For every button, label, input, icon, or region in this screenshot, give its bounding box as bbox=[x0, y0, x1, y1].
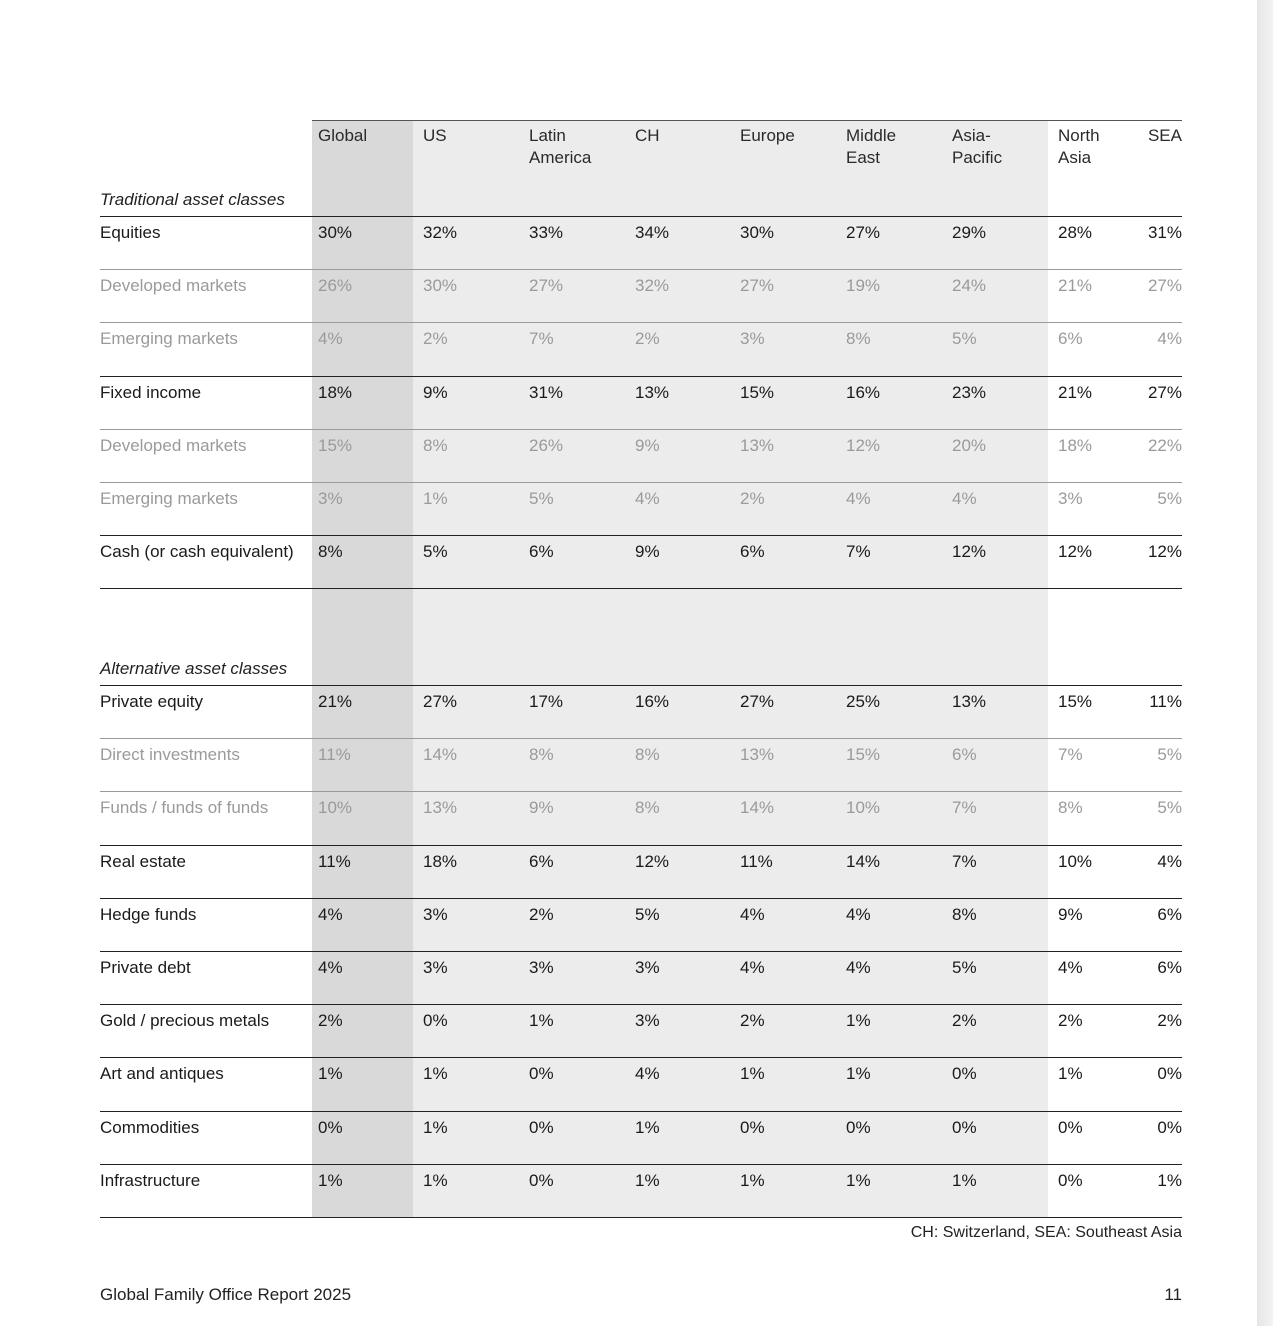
value-cell: 11% bbox=[318, 745, 351, 765]
value-cell: 29% bbox=[952, 223, 987, 242]
value-cell: 13% bbox=[952, 692, 987, 711]
value-cell: 3% bbox=[635, 958, 660, 977]
value-cell: 2% bbox=[635, 329, 660, 349]
row-label: Direct investments bbox=[100, 745, 240, 765]
value-cell: 0% bbox=[529, 1064, 554, 1084]
value-cell: 3% bbox=[740, 329, 765, 349]
row-divider bbox=[100, 535, 1182, 536]
value-cell: 3% bbox=[423, 904, 448, 924]
value-cell: 1% bbox=[846, 1064, 871, 1084]
row-label: Funds / funds of funds bbox=[100, 798, 269, 818]
value-cell: 27% bbox=[529, 276, 564, 296]
value-cell: 4% bbox=[318, 958, 343, 977]
value-cell: 5% bbox=[952, 958, 977, 977]
value-cell: 1% bbox=[1058, 1064, 1083, 1084]
row-divider bbox=[100, 845, 1182, 846]
row-divider bbox=[100, 216, 1182, 217]
value-cell: 4% bbox=[635, 489, 660, 508]
value-cell: 2% bbox=[423, 329, 448, 349]
value-cell: 14% bbox=[740, 798, 775, 818]
row-label: Gold / precious metals bbox=[100, 1011, 270, 1031]
value-cell: 4% bbox=[318, 329, 343, 349]
row-label: Developed markets bbox=[100, 435, 247, 455]
value-cell: 7% bbox=[952, 851, 977, 871]
value-cell: 0% bbox=[423, 1011, 448, 1031]
value-cell: 3% bbox=[529, 958, 554, 977]
value-cell: 3% bbox=[1058, 489, 1083, 508]
value-cell: 8% bbox=[635, 745, 660, 765]
value-cell: 4% bbox=[1157, 329, 1182, 349]
value-cell: 1% bbox=[318, 1064, 343, 1084]
value-cell: 9% bbox=[1058, 904, 1083, 924]
value-cell: 6% bbox=[1157, 958, 1182, 977]
value-cell: 6% bbox=[740, 542, 765, 562]
value-cell: 6% bbox=[529, 851, 554, 871]
value-cell: 5% bbox=[1157, 489, 1182, 508]
value-cell: 30% bbox=[740, 223, 775, 242]
row-label: Private equity bbox=[100, 692, 203, 711]
column-header: Latin America bbox=[529, 126, 592, 167]
value-cell: 4% bbox=[952, 489, 977, 508]
value-cell: 30% bbox=[318, 223, 353, 242]
row-divider bbox=[100, 738, 1182, 739]
value-cell: 31% bbox=[1147, 223, 1182, 242]
value-cell: 21% bbox=[318, 692, 353, 711]
value-cell: 0% bbox=[952, 1064, 977, 1084]
value-cell: 2% bbox=[952, 1011, 977, 1031]
value-cell: 33% bbox=[529, 223, 564, 242]
value-cell: 8% bbox=[423, 435, 448, 455]
value-cell: 27% bbox=[423, 692, 458, 711]
value-cell: 5% bbox=[1157, 798, 1182, 818]
value-cell: 1% bbox=[423, 1170, 448, 1190]
value-cell: 1% bbox=[846, 1170, 871, 1190]
value-cell: 26% bbox=[318, 276, 353, 296]
value-cell: 0% bbox=[529, 1117, 554, 1137]
value-cell: 4% bbox=[318, 904, 343, 924]
value-cell: 8% bbox=[529, 745, 554, 765]
value-cell: 15% bbox=[318, 435, 353, 455]
column-header: Middle East bbox=[846, 126, 897, 167]
value-cell: 16% bbox=[635, 692, 670, 711]
row-divider bbox=[100, 1057, 1182, 1058]
value-cell: 12% bbox=[952, 542, 987, 562]
section-bottom-rule bbox=[100, 588, 1182, 589]
value-cell: 8% bbox=[318, 542, 343, 562]
value-cell: 14% bbox=[423, 745, 458, 765]
row-divider bbox=[100, 898, 1182, 899]
row-label: Private debt bbox=[100, 958, 191, 977]
section-title: Alternative asset classes bbox=[100, 659, 288, 678]
value-cell: 14% bbox=[846, 851, 881, 871]
value-cell: 28% bbox=[1058, 223, 1093, 242]
value-cell: 1% bbox=[423, 489, 448, 508]
value-cell: 10% bbox=[846, 798, 881, 818]
column-header: CH bbox=[635, 126, 660, 145]
value-cell: 0% bbox=[1058, 1170, 1083, 1190]
value-cell: 12% bbox=[1058, 542, 1093, 562]
value-cell: 4% bbox=[846, 489, 871, 508]
value-cell: 0% bbox=[846, 1117, 871, 1137]
value-cell: 2% bbox=[318, 1011, 343, 1031]
column-header: US bbox=[423, 126, 447, 145]
value-cell: 7% bbox=[846, 542, 871, 562]
value-cell: 2% bbox=[740, 489, 765, 508]
value-cell: 20% bbox=[952, 435, 987, 455]
value-cell: 5% bbox=[952, 329, 977, 349]
value-cell: 30% bbox=[423, 276, 458, 296]
value-cell: 4% bbox=[846, 904, 871, 924]
value-cell: 13% bbox=[740, 745, 775, 765]
value-cell: 26% bbox=[529, 435, 564, 455]
row-label: Emerging markets bbox=[100, 489, 238, 508]
value-cell: 1% bbox=[740, 1170, 765, 1190]
value-cell: 1% bbox=[423, 1064, 448, 1084]
value-cell: 31% bbox=[529, 382, 564, 402]
value-cell: 0% bbox=[1157, 1064, 1182, 1084]
column-header: Asia- Pacific bbox=[952, 126, 1003, 167]
value-cell: 8% bbox=[846, 329, 871, 349]
row-divider bbox=[100, 1164, 1182, 1165]
row-label: Hedge funds bbox=[100, 904, 197, 924]
row-label: Real estate bbox=[100, 851, 186, 871]
value-cell: 2% bbox=[1157, 1011, 1182, 1031]
footer-report-title: Global Family Office Report 2025 bbox=[100, 1285, 352, 1304]
row-divider bbox=[100, 685, 1182, 686]
value-cell: 22% bbox=[1147, 435, 1182, 455]
row-divider bbox=[100, 376, 1182, 377]
value-cell: 18% bbox=[318, 382, 353, 402]
page-number: 11 bbox=[1164, 1285, 1182, 1304]
value-cell: 6% bbox=[1058, 329, 1083, 349]
page-edge-shadow bbox=[1257, 0, 1273, 1326]
value-cell: 1% bbox=[318, 1170, 343, 1190]
value-cell: 6% bbox=[529, 542, 554, 562]
column-header: Europe bbox=[740, 126, 795, 145]
row-label: Equities bbox=[100, 223, 161, 242]
value-cell: 11% bbox=[1149, 692, 1182, 711]
value-cell: 13% bbox=[423, 798, 458, 818]
value-cell: 12% bbox=[635, 851, 670, 871]
value-cell: 4% bbox=[740, 958, 765, 977]
row-label: Art and antiques bbox=[100, 1064, 224, 1084]
value-cell: 8% bbox=[635, 798, 660, 818]
value-cell: 27% bbox=[740, 276, 775, 296]
value-cell: 1% bbox=[529, 1011, 554, 1031]
value-cell: 0% bbox=[529, 1170, 554, 1190]
row-label: Emerging markets bbox=[100, 329, 238, 349]
value-cell: 2% bbox=[1058, 1011, 1083, 1031]
value-cell: 1% bbox=[952, 1170, 977, 1190]
value-cell: 16% bbox=[846, 382, 881, 402]
value-cell: 12% bbox=[846, 435, 881, 455]
value-cell: 2% bbox=[529, 904, 554, 924]
section-bottom-rule bbox=[100, 1217, 1182, 1218]
row-label: Developed markets bbox=[100, 276, 247, 296]
value-cell: 8% bbox=[1058, 798, 1083, 818]
value-cell: 4% bbox=[1157, 851, 1182, 871]
value-cell: 18% bbox=[423, 851, 458, 871]
row-divider bbox=[100, 1004, 1182, 1005]
value-cell: 19% bbox=[846, 276, 881, 296]
value-cell: 34% bbox=[635, 223, 670, 242]
value-cell: 3% bbox=[635, 1011, 660, 1031]
value-cell: 15% bbox=[846, 745, 881, 765]
abbreviation-note: CH: Switzerland, SEA: Southeast Asia bbox=[910, 1224, 1182, 1241]
value-cell: 5% bbox=[1157, 745, 1182, 765]
value-cell: 10% bbox=[1058, 851, 1093, 871]
value-cell: 5% bbox=[635, 904, 660, 924]
value-cell: 5% bbox=[529, 489, 554, 508]
value-cell: 11% bbox=[318, 851, 351, 871]
value-cell: 12% bbox=[1147, 542, 1182, 562]
value-cell: 3% bbox=[318, 489, 343, 508]
row-label: Fixed income bbox=[100, 382, 202, 402]
value-cell: 32% bbox=[423, 223, 458, 242]
value-cell: 7% bbox=[529, 329, 554, 349]
value-cell: 1% bbox=[740, 1064, 765, 1084]
value-cell: 23% bbox=[952, 382, 987, 402]
value-cell: 4% bbox=[846, 958, 871, 977]
column-header: North Asia bbox=[1058, 126, 1100, 167]
row-divider bbox=[100, 1111, 1182, 1112]
value-cell: 4% bbox=[635, 1064, 660, 1084]
value-cell: 0% bbox=[1157, 1117, 1182, 1137]
value-cell: 25% bbox=[846, 692, 881, 711]
value-cell: 10% bbox=[318, 798, 353, 818]
value-cell: 6% bbox=[1157, 904, 1182, 924]
value-cell: 15% bbox=[1058, 692, 1093, 711]
value-cell: 13% bbox=[740, 435, 775, 455]
value-cell: 9% bbox=[423, 382, 448, 402]
row-label: Infrastructure bbox=[100, 1170, 201, 1190]
value-cell: 4% bbox=[740, 904, 765, 924]
value-cell: 18% bbox=[1058, 435, 1093, 455]
value-cell: 0% bbox=[1058, 1117, 1083, 1137]
row-label: Cash (or cash equivalent) bbox=[100, 542, 294, 562]
value-cell: 11% bbox=[740, 851, 773, 871]
row-label: Commodities bbox=[100, 1117, 200, 1137]
value-cell: 2% bbox=[740, 1011, 765, 1031]
value-cell: 27% bbox=[1147, 382, 1182, 402]
value-cell: 9% bbox=[635, 435, 660, 455]
value-cell: 8% bbox=[952, 904, 977, 924]
value-cell: 27% bbox=[846, 223, 881, 242]
value-cell: 4% bbox=[1058, 958, 1083, 977]
row-divider bbox=[100, 322, 1182, 323]
row-divider bbox=[100, 482, 1182, 483]
section-title: Traditional asset classes bbox=[100, 190, 285, 209]
column-header: Global bbox=[318, 126, 368, 145]
row-divider bbox=[100, 951, 1182, 952]
row-divider bbox=[100, 269, 1182, 270]
value-cell: 6% bbox=[952, 745, 977, 765]
value-cell: 9% bbox=[635, 542, 660, 562]
value-cell: 13% bbox=[635, 382, 670, 402]
value-cell: 32% bbox=[635, 276, 670, 296]
value-cell: 9% bbox=[529, 798, 554, 818]
value-cell: 27% bbox=[740, 692, 775, 711]
value-cell: 21% bbox=[1058, 276, 1093, 296]
value-cell: 0% bbox=[952, 1117, 977, 1137]
value-cell: 1% bbox=[1157, 1170, 1182, 1190]
value-cell: 5% bbox=[423, 542, 448, 562]
value-cell: 0% bbox=[318, 1117, 343, 1137]
value-cell: 7% bbox=[1058, 745, 1083, 765]
column-header: SEA bbox=[1147, 126, 1182, 145]
row-divider bbox=[100, 791, 1182, 792]
value-cell: 1% bbox=[846, 1011, 871, 1031]
value-cell: 1% bbox=[635, 1117, 660, 1137]
value-cell: 0% bbox=[740, 1117, 765, 1137]
value-cell: 1% bbox=[635, 1170, 660, 1190]
value-cell: 3% bbox=[423, 958, 448, 977]
value-cell: 24% bbox=[952, 276, 987, 296]
value-cell: 27% bbox=[1147, 276, 1182, 296]
value-cell: 15% bbox=[740, 382, 775, 402]
value-cell: 7% bbox=[952, 798, 977, 818]
row-divider bbox=[100, 429, 1182, 430]
value-cell: 21% bbox=[1058, 382, 1093, 402]
value-cell: 17% bbox=[529, 692, 564, 711]
value-cell: 1% bbox=[423, 1117, 448, 1137]
